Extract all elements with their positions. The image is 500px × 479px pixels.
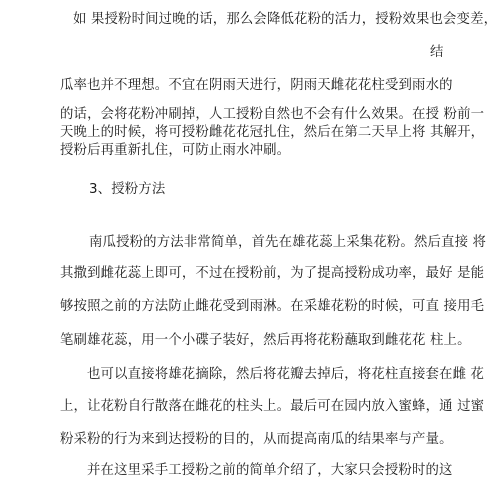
text-line-partial: 并在这里采手工授粉之前的简单介绍了，大家只会授粉时的这 <box>87 463 453 478</box>
text-line: 结 <box>430 45 444 60</box>
text-line: 天晚上的时候，将可授粉雌花花冠扎住，然后在第二天早上将 其解开， <box>60 125 485 140</box>
section-heading: 3、授粉方法 <box>89 182 166 197</box>
text-line: 其撒到雌花蕊上即可，不过在授粉前，为了提高授粉成功率，最好 是能 <box>60 266 485 281</box>
text-line: 够按照之前的方法防止雌花受到雨淋。在采雄花粉的时候，可直 接用毛 <box>60 299 485 314</box>
text-line: 授粉后再重新扎住，可防止雨水冲刷。 <box>60 143 291 158</box>
text-line: 南瓜授粉的方法非常简单，首先在雄花蕊上采集花粉。然后直接 将 <box>89 235 487 250</box>
text-line: 上，让花粉自行散落在雌花的柱头上。最后可在园内放入蜜蜂，通 过蜜 <box>60 399 485 414</box>
text-line: 也可以直接将雄花摘除，然后将花瓣去掉后，将花柱直接套在雌 花 <box>87 367 485 382</box>
text-line: 的话，会将花粉冲刷掉，人工授粉自然也不会有什么效果。在授 粉前一 <box>60 107 485 122</box>
text-line: 如 果授粉时间过晚的话，那么会降低花粉的活力，授粉效果也会变差， <box>73 12 498 27</box>
text-line: 粉采粉的行为来到达授粉的目的，从而提高南瓜的结果率与产量。 <box>60 432 453 447</box>
text-line: 笔刷雄花蕊，用一个小碟子装好，然后再将花粉蘸取到雌花花 柱上。 <box>60 333 471 348</box>
text-line: 瓜率也并不理想。不宜在阴雨天进行，阴雨天雌花花柱受到雨水的 <box>60 78 453 93</box>
